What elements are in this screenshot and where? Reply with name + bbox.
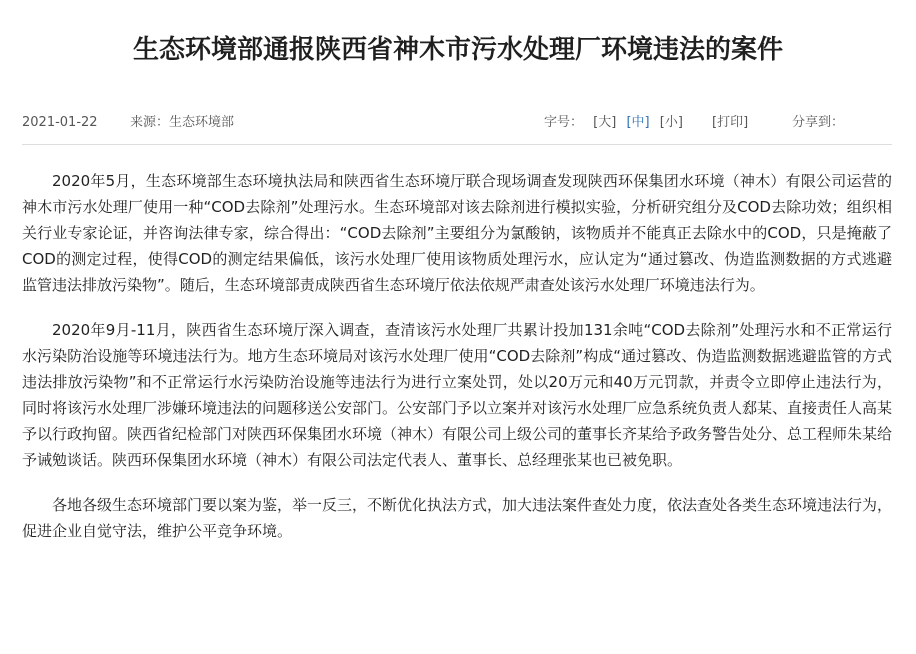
- share-label: 分享到：: [792, 115, 845, 130]
- paragraph-2: 2020年9月-11月，陕西省生态环境厅深入调查，查清该污水处理厂共累计投加131余吨“COD去除剂”处理污水和不正常运行水污染防治设施等环境违法行为。地方生态环境局对该污水处理厂使用“COD去除剂”构成“通过篡改、伪造监测数据逃避监管的方式违法排放污染物”和不正常运行水污染防治设施等违法行为进行立案处罚，处以20万元和40万元罚款，并责令立即停止违法行为，同时将该污水处理厂涉嫌环境违法的问题移送公安部门。公安部门予以立案并对该污水处理厂应急系统负责人郄某、直接责任人高某予以行政拘留。陕西省纪检部门对陕西环保集团水环境（神木）有限公司上级公司的董事长齐某给予政务警告处分、总工程师朱某给予诫勉谈话。陕西环保集团水环境（神木）有限公司法定代表人、董事长、总经理张某也已被免职。: [22, 321, 893, 469]
- meta-divider: [22, 144, 892, 145]
- font-size-control: [544, 112, 683, 134]
- font-size-label: 字号：: [544, 115, 584, 130]
- publish-date: 2021-01-22: [22, 115, 98, 130]
- font-size-small-link[interactable]: [小]: [659, 115, 683, 130]
- font-size-medium-link[interactable]: [中]: [626, 115, 650, 130]
- article-body: [22, 168, 892, 563]
- article-source: 来源：生态环境部: [130, 115, 235, 130]
- article-meta: [22, 112, 892, 134]
- article-title: 生态环境部通报陕西省神木市污水处理厂环境违法的案件: [132, 35, 783, 65]
- print-link[interactable]: [打印]: [712, 115, 749, 130]
- font-size-large-link[interactable]: [大]: [593, 115, 617, 130]
- paragraph-3: 各地各级生态环境部门要以案为鉴，举一反三，不断优化执法方式，加大违法案件查处力度，依法查处各类生态环境违法行为，促进企业自觉守法，维护公平竞争环境。: [22, 496, 893, 540]
- paragraph-1: 2020年5月，生态环境部生态环境执法局和陕西省生态环境厅联合现场调查发现陕西环保集团水环境（神木）有限公司运营的神木市污水处理厂使用一种“COD去除剂”处理污水。生态环境部对该去除剂进行模拟实验，分析研究组分及COD去除功效；组织相关行业专家论证，并咨询法律专家，综合得出：“COD去除剂”主要组分为氯酸钠，该物质并不能真正去除水中的COD，只是掩蔽了COD的测定过程，使得COD的测定结果偏低，该污水处理厂使用该物质处理污水，应认定为“通过篡改、伪造监测数据的方式逃避监管违法排放污染物”。随后，生态环境部责成陕西省生态环境厅依法依规严肃查处该污水处理厂环境违法行为。: [22, 172, 892, 294]
